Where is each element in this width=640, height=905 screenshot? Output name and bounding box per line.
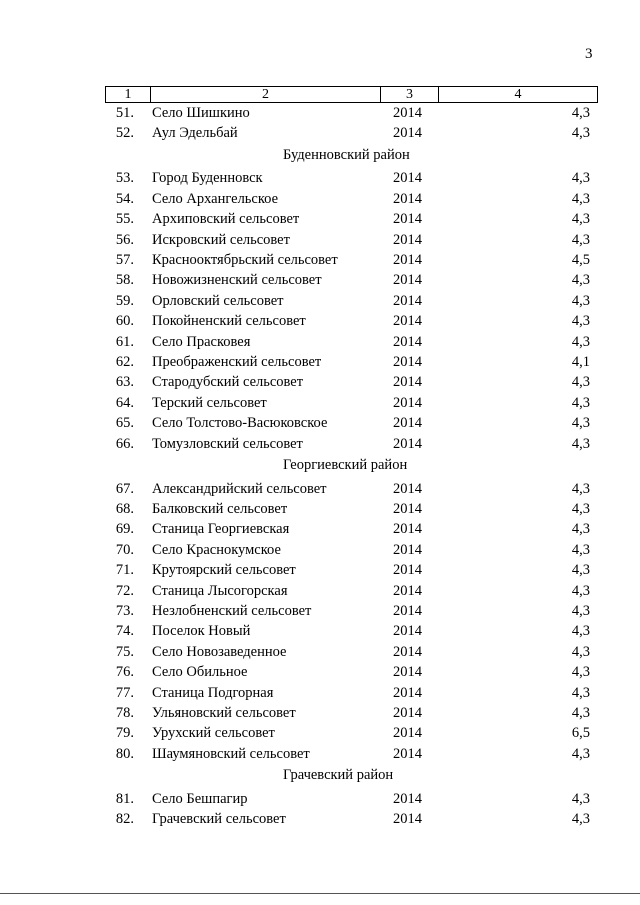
table-row bbox=[0, 311, 640, 331]
table-row bbox=[0, 560, 640, 580]
district-title: Буденновский район bbox=[283, 146, 410, 163]
row-number: 64. bbox=[115, 394, 134, 411]
rate-value: 4,3 bbox=[571, 562, 590, 579]
year: 2014 bbox=[393, 415, 422, 432]
settlement-name: Село Новозаведенное bbox=[152, 643, 287, 660]
settlement-name: Орловский сельсовет bbox=[152, 292, 284, 309]
district-title: Георгиевский район bbox=[283, 456, 408, 473]
rate-value: 4,3 bbox=[571, 704, 590, 721]
footer-rule bbox=[0, 893, 640, 894]
header-col-2: 2 bbox=[262, 87, 269, 102]
table-row bbox=[0, 519, 640, 539]
rate-value: 4,3 bbox=[571, 292, 590, 309]
settlement-name: Станица Георгиевская bbox=[152, 521, 290, 538]
row-number: 69. bbox=[115, 521, 134, 538]
year: 2014 bbox=[393, 231, 422, 248]
year: 2014 bbox=[393, 664, 422, 681]
settlement-name: Аул Эдельбай bbox=[152, 125, 238, 142]
year: 2014 bbox=[393, 745, 422, 762]
rate-value: 4,3 bbox=[571, 602, 590, 619]
row-number: 57. bbox=[115, 252, 134, 269]
year: 2014 bbox=[393, 811, 422, 828]
settlement-name: Стародубский сельсовет bbox=[152, 374, 304, 391]
settlement-name: Архиповский сельсовет bbox=[152, 211, 300, 228]
table-row bbox=[0, 189, 640, 209]
rate-value: 4,5 bbox=[571, 252, 590, 269]
table-row bbox=[0, 703, 640, 723]
year: 2014 bbox=[393, 252, 422, 269]
district-heading bbox=[0, 454, 640, 479]
settlement-name: Село Архангельское bbox=[152, 190, 279, 207]
table-row bbox=[0, 270, 640, 290]
table-row bbox=[0, 168, 640, 188]
table-row bbox=[0, 683, 640, 703]
year: 2014 bbox=[393, 501, 422, 518]
table-row bbox=[0, 789, 640, 809]
settlement-name: Краснооктябрьский сельсовет bbox=[152, 252, 338, 269]
table-row bbox=[0, 581, 640, 601]
year: 2014 bbox=[393, 374, 422, 391]
row-number: 55. bbox=[115, 211, 134, 228]
settlement-name: Станица Подгорная bbox=[152, 684, 274, 701]
rate-value: 4,3 bbox=[571, 415, 590, 432]
table-row bbox=[0, 540, 640, 560]
row-number: 60. bbox=[115, 313, 134, 330]
year: 2014 bbox=[393, 313, 422, 330]
rate-value: 4,3 bbox=[571, 374, 590, 391]
year: 2014 bbox=[393, 394, 422, 411]
row-number: 66. bbox=[115, 435, 134, 452]
row-number: 80. bbox=[115, 745, 134, 762]
year: 2014 bbox=[393, 602, 422, 619]
table-row bbox=[0, 352, 640, 372]
table-row bbox=[0, 250, 640, 270]
rate-value: 4,3 bbox=[571, 333, 590, 350]
table-row bbox=[0, 499, 640, 519]
rate-value: 4,3 bbox=[571, 521, 590, 538]
rate-value: 6,5 bbox=[571, 725, 590, 742]
settlement-name: Село Обильное bbox=[152, 664, 248, 681]
row-number: 56. bbox=[115, 231, 134, 248]
rate-value: 4,3 bbox=[571, 272, 590, 289]
settlement-name: Шаумяновский сельсовет bbox=[152, 745, 310, 762]
district-title: Грачевский район bbox=[283, 767, 394, 784]
rate-value: 4,3 bbox=[571, 435, 590, 452]
table-row bbox=[0, 372, 640, 392]
row-number: 52. bbox=[115, 125, 134, 142]
table-row bbox=[0, 291, 640, 311]
rate-value: 4,3 bbox=[571, 125, 590, 142]
row-number: 70. bbox=[115, 541, 134, 558]
table-body bbox=[0, 103, 640, 830]
year: 2014 bbox=[393, 353, 422, 370]
row-number: 59. bbox=[115, 292, 134, 309]
table-row bbox=[0, 809, 640, 829]
table-header bbox=[105, 86, 598, 103]
rate-value: 4,3 bbox=[571, 211, 590, 228]
settlement-name: Ульяновский сельсовет bbox=[152, 704, 296, 721]
table-row bbox=[0, 434, 640, 454]
year: 2014 bbox=[393, 292, 422, 309]
table-row bbox=[0, 601, 640, 621]
table-row bbox=[0, 123, 640, 143]
rate-value: 4,3 bbox=[571, 501, 590, 518]
year: 2014 bbox=[393, 211, 422, 228]
row-number: 78. bbox=[115, 704, 134, 721]
settlement-name: Грачевский сельсовет bbox=[152, 811, 286, 828]
year: 2014 bbox=[393, 704, 422, 721]
year: 2014 bbox=[393, 725, 422, 742]
year: 2014 bbox=[393, 272, 422, 289]
table-row bbox=[0, 332, 640, 352]
rate-value: 4,3 bbox=[571, 105, 590, 121]
year: 2014 bbox=[393, 480, 422, 497]
rate-value: 4,3 bbox=[571, 190, 590, 207]
year: 2014 bbox=[393, 435, 422, 452]
row-number: 61. bbox=[115, 333, 134, 350]
header-col-1: 1 bbox=[124, 87, 132, 102]
table-row bbox=[0, 393, 640, 413]
settlement-name: Искровский сельсовет bbox=[152, 231, 290, 248]
settlement-name: Терский сельсовет bbox=[152, 394, 267, 411]
settlement-name: Крутоярский сельсовет bbox=[152, 562, 296, 579]
settlement-name: Село Прасковея bbox=[152, 333, 251, 350]
settlement-name: Село Толстово-Васюковское bbox=[152, 415, 328, 432]
table-row bbox=[0, 723, 640, 743]
rate-value: 4,3 bbox=[571, 790, 590, 807]
settlement-name: Урухский сельсовет bbox=[152, 725, 275, 742]
settlement-name: Станица Лысогорская bbox=[152, 582, 288, 599]
year: 2014 bbox=[393, 684, 422, 701]
rate-value: 4,1 bbox=[571, 353, 590, 370]
year: 2014 bbox=[393, 521, 422, 538]
table-row bbox=[0, 103, 640, 123]
rate-value: 4,3 bbox=[571, 480, 590, 497]
table-row bbox=[0, 744, 640, 764]
row-number: 62. bbox=[115, 353, 134, 370]
row-number: 58. bbox=[115, 272, 134, 289]
settlement-name: Балковский сельсовет bbox=[152, 501, 288, 518]
row-number: 67. bbox=[115, 480, 134, 497]
settlement-name: Село Краснокумское bbox=[152, 541, 281, 558]
rate-value: 4,3 bbox=[571, 664, 590, 681]
year: 2014 bbox=[393, 623, 422, 640]
row-number: 51. bbox=[115, 105, 134, 121]
settlement-name: Поселок Новый bbox=[152, 623, 251, 640]
settlement-name: Город Буденновск bbox=[152, 170, 263, 187]
page-number: 3 bbox=[585, 46, 593, 62]
row-number: 53. bbox=[115, 170, 134, 187]
row-number: 71. bbox=[115, 562, 134, 579]
year: 2014 bbox=[393, 562, 422, 579]
row-number: 65. bbox=[115, 415, 134, 432]
row-number: 77. bbox=[115, 684, 134, 701]
settlement-name: Село Шишкино bbox=[152, 105, 250, 121]
rate-value: 4,3 bbox=[571, 811, 590, 828]
row-number: 81. bbox=[115, 790, 134, 807]
settlement-name: Село Бешпагир bbox=[152, 790, 248, 807]
row-number: 72. bbox=[115, 582, 134, 599]
rate-value: 4,3 bbox=[571, 170, 590, 187]
table-row bbox=[0, 662, 640, 682]
table-row bbox=[0, 642, 640, 662]
year: 2014 bbox=[393, 582, 422, 599]
table-row bbox=[0, 413, 640, 433]
rate-value: 4,3 bbox=[571, 623, 590, 640]
settlement-name: Томузловский сельсовет bbox=[152, 435, 303, 452]
year: 2014 bbox=[393, 541, 422, 558]
settlement-name: Александрийский сельсовет bbox=[152, 480, 327, 497]
row-number: 73. bbox=[115, 602, 134, 619]
row-number: 82. bbox=[115, 811, 134, 828]
rate-value: 4,3 bbox=[571, 745, 590, 762]
row-number: 79. bbox=[115, 725, 134, 742]
row-number: 68. bbox=[115, 501, 134, 518]
district-heading bbox=[0, 144, 640, 169]
settlement-name: Преображенский сельсовет bbox=[152, 353, 322, 370]
rate-value: 4,3 bbox=[571, 684, 590, 701]
year: 2014 bbox=[393, 190, 422, 207]
rate-value: 4,3 bbox=[571, 394, 590, 411]
table-row bbox=[0, 479, 640, 499]
header-col-4: 4 bbox=[514, 87, 522, 102]
table-row bbox=[0, 209, 640, 229]
settlement-name: Покойненский сельсовет bbox=[152, 313, 306, 330]
settlement-name: Новожизненский сельсовет bbox=[152, 272, 322, 289]
row-number: 75. bbox=[115, 643, 134, 660]
row-number: 63. bbox=[115, 374, 134, 391]
row-number: 54. bbox=[115, 190, 134, 207]
header-col-3: 3 bbox=[406, 87, 413, 102]
table-row bbox=[0, 230, 640, 250]
year: 2014 bbox=[393, 105, 422, 121]
rate-value: 4,3 bbox=[571, 582, 590, 599]
rate-value: 4,3 bbox=[571, 643, 590, 660]
rate-value: 4,3 bbox=[571, 541, 590, 558]
row-number: 76. bbox=[115, 664, 134, 681]
district-heading bbox=[0, 764, 640, 789]
table-row bbox=[0, 621, 640, 641]
rate-value: 4,3 bbox=[571, 313, 590, 330]
row-number: 74. bbox=[115, 623, 134, 640]
year: 2014 bbox=[393, 170, 422, 187]
year: 2014 bbox=[393, 790, 422, 807]
year: 2014 bbox=[393, 333, 422, 350]
settlement-name: Незлобненский сельсовет bbox=[152, 602, 312, 619]
rate-value: 4,3 bbox=[571, 231, 590, 248]
year: 2014 bbox=[393, 643, 422, 660]
year: 2014 bbox=[393, 125, 422, 142]
